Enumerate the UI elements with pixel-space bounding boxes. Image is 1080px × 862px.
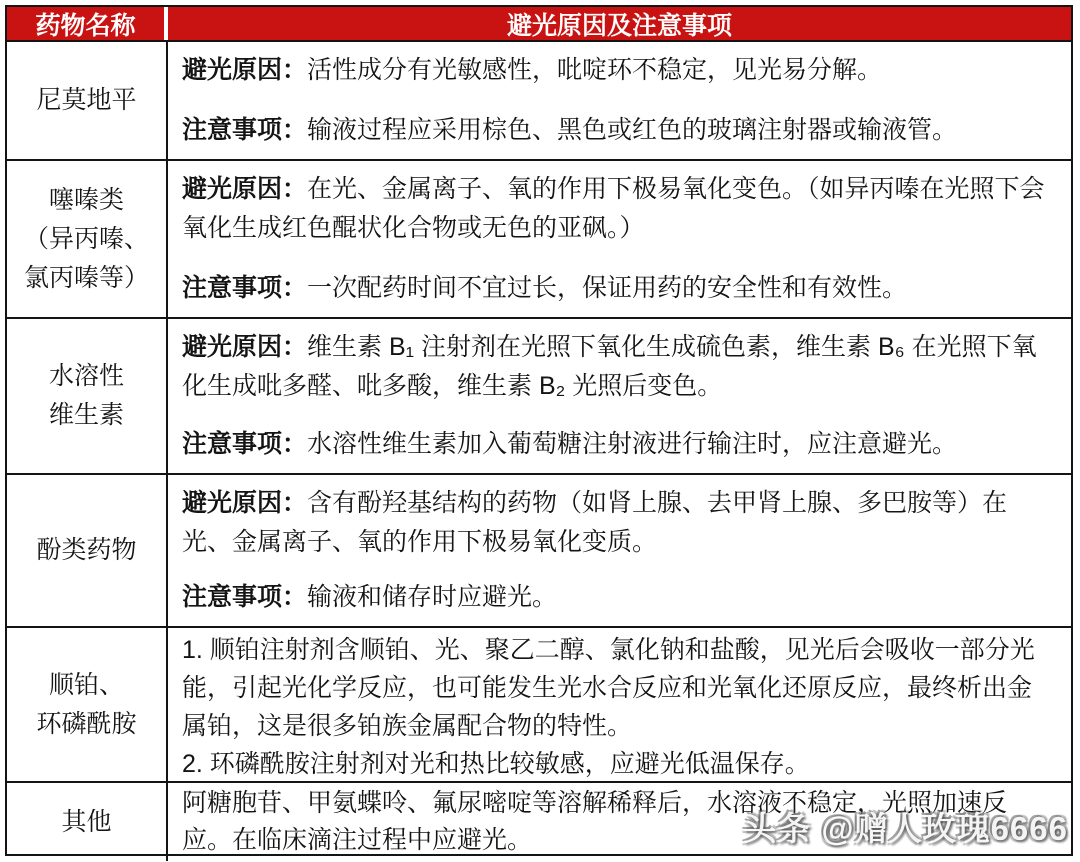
- drug-name-cell: [7, 161, 168, 317]
- note-paragraph: [182, 111, 1055, 150]
- note-paragraph: [182, 269, 1055, 308]
- note-label: 注意事项：: [182, 116, 308, 144]
- other-paragraph: [182, 785, 1055, 859]
- note-label: 注意事项：: [182, 274, 308, 302]
- reason-text: 活性成分有光敏感性，吡啶环不稳定，见光易分解。: [307, 56, 883, 84]
- drug-name-line: 维生素: [48, 401, 124, 429]
- note-label: 注意事项：: [182, 583, 308, 611]
- table-row: [7, 317, 1071, 473]
- drug-name-cell: [7, 475, 168, 626]
- drug-name-line: 尼莫地平: [36, 86, 137, 114]
- paragraph-text: 1. 顺铂注射剂含顺铂、光、聚乙二醇、氯化钠和盐酸，见光后会吸收一部分光能，引起光化学反应，也可能发生光水合反应和光氧化还原反应，最终析出金属铂，这是很多铂族金属配合物的特性。: [182, 636, 1035, 740]
- reason-paragraph: [182, 51, 1055, 90]
- reason-label: 避光原因：: [182, 333, 308, 361]
- table-row: [7, 159, 1071, 317]
- paragraph-text: 2. 环磷酰胺注射剂对光和热比较敏感，应避光低温保存。: [182, 750, 810, 778]
- reason-text: 含有酚羟基结构的药物（如肾上腺、去甲肾上腺、多巴胺等）在光、金属离子、氧的作用下极易氧化变质。: [182, 489, 1008, 556]
- reason-paragraph: [182, 170, 1055, 248]
- drug-name-cell: [7, 319, 168, 473]
- reason-label: 避光原因：: [182, 56, 308, 84]
- note-text: 输液和储存时应避光。: [307, 583, 558, 611]
- drug-name-cell: [7, 628, 168, 781]
- note-text: 一次配药时间不宜过长，保证用药的安全性和有效性。: [307, 274, 908, 302]
- table-row: [7, 781, 1071, 861]
- light-protection-table: [5, 5, 1073, 856]
- drug-detail-cell: [168, 42, 1071, 159]
- header-drug-name: 药物名称: [7, 7, 168, 40]
- drug-detail-cell: [168, 628, 1071, 781]
- drug-detail-cell: [168, 783, 1071, 861]
- note-label: 注意事项：: [182, 430, 308, 458]
- reason-paragraph: [182, 328, 1055, 406]
- drug-name-cell: [7, 42, 168, 159]
- drug-name-cell: [7, 783, 168, 861]
- drug-name-line: （异丙嗪、: [23, 224, 149, 253]
- drug-name-line: 酚类药物: [36, 536, 137, 564]
- table-row: [7, 473, 1071, 626]
- numbered-paragraph: [182, 745, 1055, 783]
- note-text: 水溶性维生素加入葡萄糖注射液进行输注时，应注意避光。: [307, 430, 958, 458]
- reason-label: 避光原因：: [182, 175, 308, 203]
- table-row: [7, 40, 1071, 159]
- reason-label: 避光原因：: [182, 489, 308, 517]
- drug-name-line: 其他: [61, 807, 112, 836]
- reason-text: 在光、金属离子、氧的作用下极易氧化变色。（如异丙嗪在光照下会氧化生成红色醌状化合物或无色的亚砜。）: [182, 175, 1045, 242]
- numbered-paragraph: [182, 631, 1055, 745]
- note-paragraph: [182, 578, 1055, 617]
- header-reason-notes: 避光原因及注意事项: [506, 11, 732, 40]
- note-text: 输液过程应采用棕色、黑色或红色的玻璃注射器或输液管。: [307, 116, 958, 144]
- drug-name-line: 环磷酰胺: [36, 709, 137, 738]
- table-header-row: [7, 7, 1071, 40]
- table-row: [7, 626, 1071, 781]
- reason-text: 维生素 B₁ 注射剂在光照下氧化生成硫色素，维生素 B₆ 在光照下氧化生成吡多醛、吡多酸，维生素 B₂ 光照后变色。: [182, 333, 1037, 400]
- paragraph-text: 阿糖胞苷、甲氨蝶呤、氟尿嘧啶等溶解稀释后，水溶液不稳定，光照加速反应。在临床滴注过程中应避光。: [182, 789, 1008, 854]
- note-paragraph: [182, 425, 1055, 464]
- drug-name-line: 氯丙嗪等）: [23, 263, 149, 292]
- drug-name-line: 顺铂、: [48, 670, 124, 699]
- drug-name-line: 水溶性: [48, 362, 124, 390]
- drug-detail-cell: [168, 319, 1071, 473]
- drug-detail-cell: [168, 475, 1071, 626]
- drug-name-line: 噻嗪类: [48, 185, 124, 214]
- reason-paragraph: [182, 484, 1055, 562]
- watermark: 头条 @赠人玫瑰6666: [743, 810, 1068, 847]
- drug-detail-cell: [168, 161, 1071, 317]
